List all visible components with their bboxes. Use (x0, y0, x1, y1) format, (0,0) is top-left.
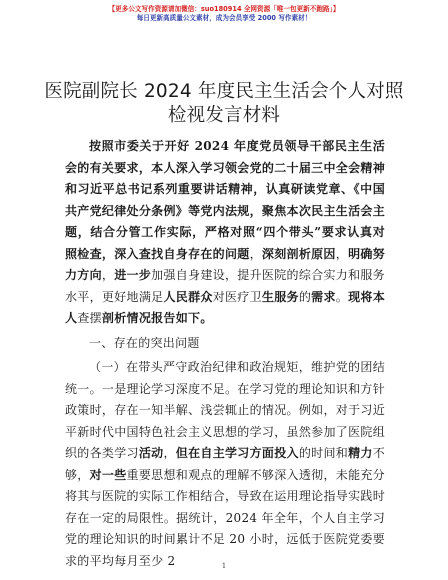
intro-text-15: 。 (335, 289, 349, 304)
document-title: 医院副院长 2024 年度民主生活会个人对照检视发言材料 (44, 81, 404, 126)
promo-line-contact: 【更多公文写作资源请加微信：suo180914 全网资源「唯一包更新不跑路」】 (108, 5, 340, 13)
p2-text-4: 但在自主学习方面投入 (175, 446, 299, 460)
p2-text-7: 不够， (65, 446, 386, 482)
intro-text-18: 剖析情况 (101, 311, 152, 325)
intro-text-1: 按照市委关于开好 2024 年度党员领导干部民主生活会的有关要求，本人深入学习领会党的二十届三中全会精神和习近平总书记系列重要讲话精神，认真研读党章、《中国共产党纪律处分条例》等党内法规，聚焦本次民主生活会主题，结合分管工作实际，严格对照“四个带头”要求认真对照检查，深入查找 (65, 139, 385, 261)
intro-text-4: 深刻剖析原因 (261, 246, 336, 261)
intro-text-19: 报告如下。 (151, 311, 213, 325)
p2-text-2: 活动 (138, 446, 164, 460)
intro-text-16: 现将本人 (65, 289, 386, 325)
p2-text-6: 精力 (348, 446, 373, 460)
section-heading-1: 一、存在的突出问题 (89, 335, 200, 350)
intro-text-5: ， (335, 246, 349, 261)
intro-text-6: 明确努力方向 (65, 246, 385, 282)
intro-text-8: 进一步 (114, 268, 152, 282)
promo-line-membership: 每日更新高质量公文素材，成为会员享受 2000 写作素材！ (136, 14, 312, 22)
intro-text-13: 的 (298, 289, 312, 304)
intro-text-17: 查摆 (77, 311, 102, 325)
intro-text-9: 加强自身建设，提升医院的综合实力和服务水平，更好地满足 (65, 268, 385, 304)
intro-text-14: 需求 (311, 289, 336, 304)
intro-text-10: 人民群众 (163, 289, 213, 304)
p2-text-3: ， (163, 446, 176, 460)
intro-text-12: 生服务 (261, 289, 299, 304)
p2-text-1: （一）在带头严守政治纪律和政治规矩，维护党的团结统一。一是理论学习深度不足。在学习党的理论知识和方针政策时，存在一知半解、浅尝辄止的情况。例如，对于习近平新时代中国特色社会主义思想的学习，虽然参加了医院组织的各类学习 (65, 360, 385, 460)
intro-text-11: 对医疗卫 (212, 289, 262, 304)
promo-header (0, 5, 448, 23)
document-body (65, 136, 385, 572)
intro-text-7: ， (101, 268, 115, 282)
page-number: 1 (221, 562, 227, 570)
intro-text-2: 自身存在的问题 (163, 246, 250, 261)
p2-text-5: 的时间和 (298, 446, 349, 460)
p2-text-8: 对一些 (89, 467, 127, 482)
p2-text-9: 重要思想和观点的理解不够深入透彻，未能充分将其与医院的实际工作相结合，导致在运用理论指导实践时存在一定的局限性。据统计，2024 年全年，个人自主学习党的理论知识的时间累计不足 20 小时，远低于医院党委要求的平均每月至少 2 (65, 467, 385, 568)
intro-text-3: ， (249, 246, 262, 261)
intro-paragraph (65, 136, 385, 330)
section-1-paragraph (65, 357, 385, 572)
